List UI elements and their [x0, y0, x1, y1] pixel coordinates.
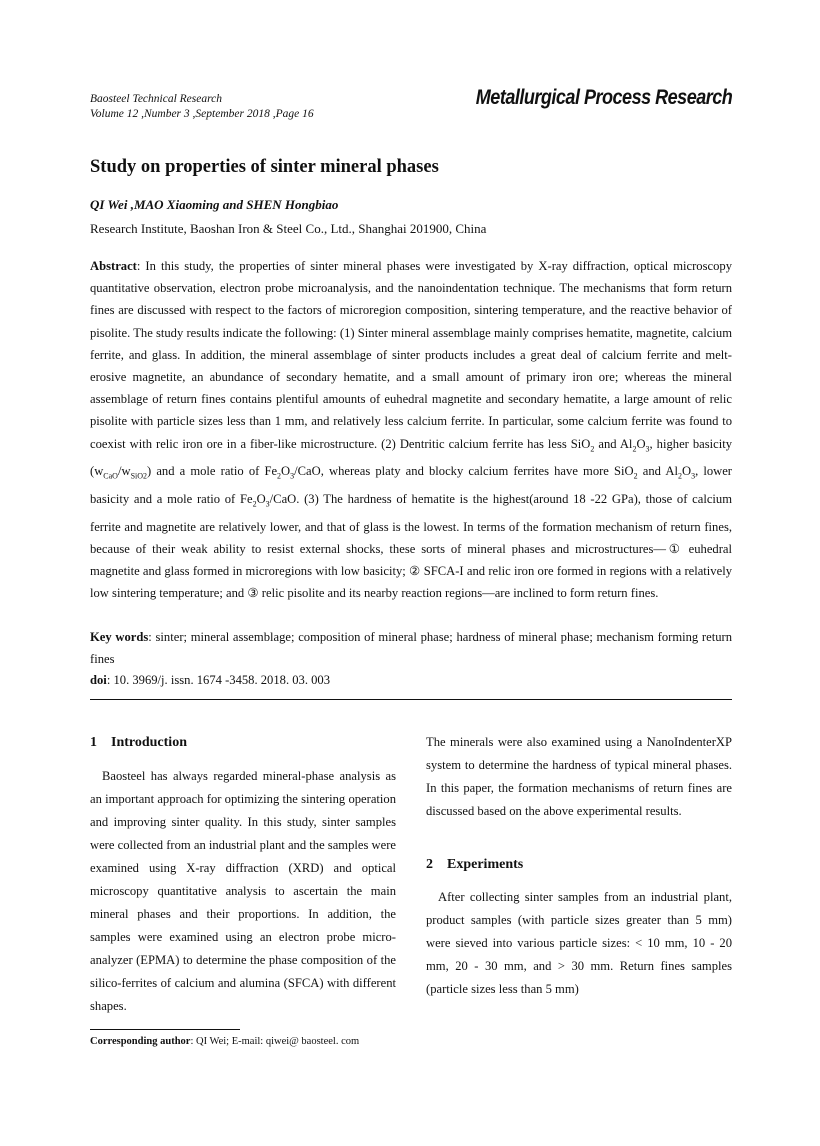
abstract-text-12: O — [256, 492, 266, 507]
footnote-text: : QI Wei; E-mail: qiwei@ baosteel. com — [190, 1036, 360, 1047]
footnote-label: Corresponding author — [90, 1036, 191, 1047]
abstract-text-7: O — [281, 464, 291, 479]
keywords-label: Key words — [90, 630, 149, 644]
keywords-text: sinter; mineral assemblage; composition of mineral phase; hardness of mineral phase; mechanism forming return fines — [90, 630, 732, 667]
experiments-heading-text: Experiments — [447, 857, 524, 872]
right-column — [426, 731, 732, 1001]
abstract-text-11: , lower basicity and a mole ratio of Fe — [90, 464, 733, 507]
abstract-text-9: and Al — [637, 464, 678, 479]
abstract-text-13: /CaO. (3) The hardness of hematite is the highest(around 18 -22 GPa), those of calcium ferrite and magnetite are relatively lower, and that of glass is the lowest. In terms of the formation mechanism of return fines, because of their weak ability to resist external shocks, these sorts of mineral phases and microstructures—① euhedral magnetite and glass formed in microregions with low basicity; ② SFCA-I and relic iron ore formed in regions with a relatively low sintering temperature; and ③ relic pisolite and its nearby reaction regions—are inclined to form return fines. — [90, 492, 732, 601]
sub-3: 3 — [645, 444, 650, 454]
experiments-heading-num: 2 — [426, 857, 433, 872]
footnote-divider — [90, 1029, 240, 1030]
doi-text[interactable]: 10. 3969/j. issn. 1674 -3458. 2018. 03. 003 — [113, 673, 331, 687]
footnote — [90, 1036, 359, 1047]
left-column — [90, 731, 396, 1018]
abstract-text-10: O — [681, 464, 692, 479]
sub-2: 2 — [277, 471, 282, 481]
abstract-text-8: /CaO, whereas platy and blocky calcium ferrites have more SiO — [294, 464, 634, 479]
journal-name: Baosteel Technical Research — [90, 93, 223, 105]
sub-3: 3 — [691, 471, 696, 481]
intro-heading-text: Introduction — [111, 735, 187, 750]
abstract-text-4: , higher basicity (w — [90, 436, 732, 479]
abstract-sep: : — [136, 259, 146, 273]
section-title: Metallurgical Process Research — [475, 86, 732, 109]
paper-authors: QI Wei ,MAO Xiaoming and SHEN Hongbiao — [90, 197, 339, 212]
journal-info — [90, 92, 314, 122]
paper-affiliation: Research Institute, Baoshan Iron & Steel Co., Ltd., Shanghai 201900, China — [90, 221, 487, 236]
sub-3: 3 — [290, 471, 295, 481]
keywords-sep: : — [148, 630, 156, 644]
sub-3: 3 — [265, 499, 270, 509]
abstract-text-3: O — [636, 436, 646, 451]
abstract-text-6: ) and a mole ratio of Fe — [147, 464, 278, 479]
intro-paragraph-2: The minerals were also examined using a NanoIndenterXP system to determine the hardness of typical mineral phases. In this paper, the formation mechanisms of return fines are discussed based on the above experimental results. — [426, 735, 732, 818]
header-divider — [90, 699, 732, 700]
doi-label: doi — [90, 673, 107, 687]
intro-heading — [90, 731, 396, 754]
keywords — [90, 626, 732, 670]
abstract-text-5: /w — [117, 464, 131, 479]
sub-cao: CaO — [103, 471, 118, 481]
paper-title: Study on properties of sinter mineral phases — [90, 157, 439, 177]
intro-paragraph-1: Baosteel has always regarded mineral-phase analysis as an important approach for optimizing the sintering operation and improving sinter quality. In this study, sinter samples were collected from an industrial plant and the samples were examined using X-ray diffraction (XRD) and optical microscopy quantitative analysis to ascertain the main mineral phases and their proportions. In addition, the samples were examined using an electron probe micro-analyzer (EPMA) to determine the phase composition of the silico-ferrites of calcium and alumina (SFCA) with different shapes. — [90, 769, 396, 1013]
journal-volume: Volume 12 ,Number 3 ,September 2018 ,Page 16 — [90, 108, 314, 120]
sub-sio2: SiO2 — [130, 471, 148, 481]
experiments-heading — [426, 853, 732, 876]
intro-heading-num: 1 — [90, 735, 97, 750]
sub-2: 2 — [677, 471, 682, 481]
abstract-text-1: In this study, the properties of sinter mineral phases were investigated by X-ray diffraction, optical microscopy quantitative observation, electron probe microanalysis, and the nanoindentation technique. The mechanisms that form return fines are discussed with respect to the factors of microregion composition, sintering temperature, and the reactive behavior of pisolite. The study results indicate the following: (1) Sinter mineral assemblage mainly comprises hematite, magnetite, calcium ferrite, and glass. In addition, the mineral assemblage of sinter products includes a great deal of calcium ferrite and melt-erosive magnetite, an abundance of secondary hematite, and a small amount of primary iron ore; whereas the mineral assemblage of return fines contains plentiful amounts of euhedral magnetite and secondary hematite, a large amount of relic pisolite with particle sizes less than 1 mm, and relatively less calcium ferrite. In particular, some calcium ferrite was found to coexist with relic iron ore in a fiber-like microstructure. (2) Dentritic calcium ferrite has less SiO — [90, 259, 732, 451]
doi — [90, 673, 330, 688]
sub-2: 2 — [633, 471, 638, 481]
abstract-label: Abstract — [90, 259, 137, 273]
sub-2: 2 — [632, 444, 637, 454]
sub-2: 2 — [252, 499, 257, 509]
abstract — [90, 255, 732, 605]
doi-sep: : — [106, 673, 114, 687]
experiments-paragraph: After collecting sinter samples from an industrial plant, product samples (with particle sizes greater than 5 mm) were sieved into various particle sizes: < 10 mm, 10 - 20 mm, 20 - 30 mm, and > 30 mm. Return fines samples (particle sizes less than 5 mm) — [426, 890, 732, 996]
abstract-text-2: and Al — [594, 436, 633, 451]
sub-2: 2 — [590, 444, 595, 454]
